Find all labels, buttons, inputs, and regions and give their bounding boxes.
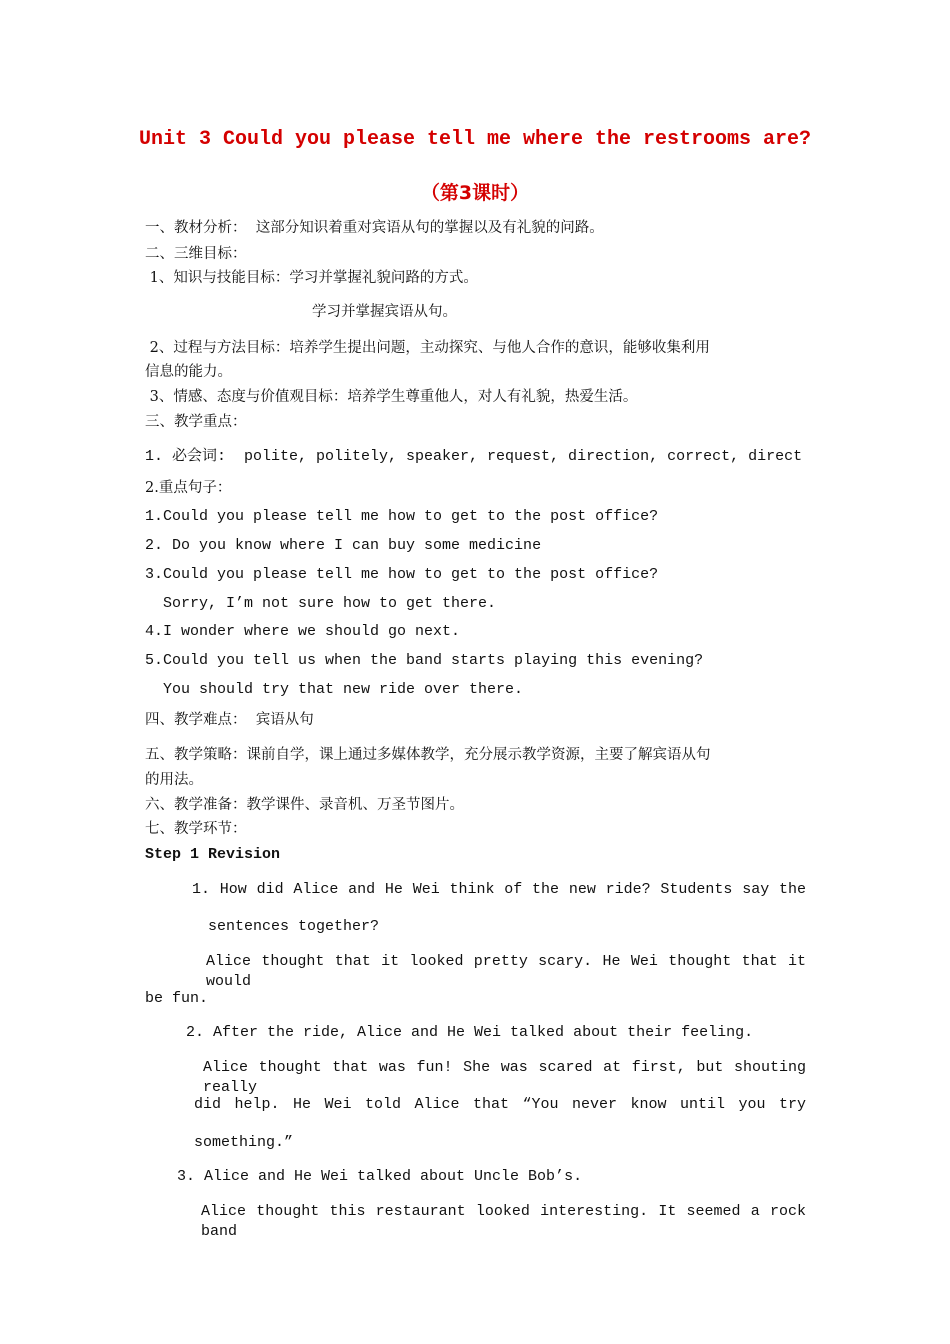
section-difficulty: 四、教学难点： 宾语从句 — [145, 712, 314, 728]
revision-2-question: 2. After the ride, Alice and He Wei talked about their feeling. — [186, 1024, 754, 1041]
lesson-subtitle: （第3课时） — [420, 182, 530, 204]
objective-process: 2、过程与方法目标：培养学生提出问题，主动探究、与他人合作的意识，能够收集利用 — [145, 340, 710, 356]
objective-knowledge-cont: 学习并掌握宾语从句。 — [312, 304, 457, 320]
revision-3-question: 3. Alice and He Wei talked about Uncle Bob’s. — [177, 1168, 583, 1185]
page-title: Unit 3 Could you please tell me where the restrooms are? — [138, 128, 812, 151]
key-sentence-2: 2. Do you know where I can buy some medicine — [145, 537, 542, 554]
section-preparation: 六、教学准备：教学课件、录音机、万圣节图片。 — [145, 797, 464, 813]
step-heading: Step 1 Revision — [145, 846, 281, 863]
revision-2-answer-cont: did help. He Wei told Alice that “You never know until you try — [194, 1096, 806, 1113]
revision-3-answer: Alice thought this restaurant looked interesting. It seemed a rock band — [201, 1203, 806, 1240]
revision-2-answer-end: something.” — [194, 1134, 294, 1151]
key-sentence-5-reply: You should try that new ride over there. — [145, 681, 524, 698]
section-strategy-cont: 的用法。 — [145, 772, 203, 788]
key-sentence-1: 1.Could you please tell me how to get to the post office? — [145, 508, 659, 525]
objective-process-cont: 信息的能力。 — [145, 364, 232, 380]
section-strategy: 五、教学策略：课前自学，课上通过多媒体教学，充分展示教学资源，主要了解宾语从句 — [145, 747, 711, 763]
section-material-analysis: 一、教材分析： 这部分知识着重对宾语从句的掌握以及有礼貌的问路。 — [145, 220, 604, 236]
revision-1-answer: Alice thought that it looked pretty scary. He Wei thought that it would — [206, 953, 806, 990]
revision-1-answer-cont: be fun. — [145, 990, 209, 1007]
objective-emotion: 3、情感、态度与价值观目标：培养学生尊重他人，对人有礼貌，热爱生活。 — [145, 389, 638, 405]
section-objectives: 二、三维目标： — [145, 246, 247, 262]
key-sentence-4: 4.I wonder where we should go next. — [145, 623, 461, 640]
revision-2-answer: Alice thought that was fun! She was scared at first, but shouting really — [203, 1059, 806, 1096]
revision-1-question-cont: sentences together? — [208, 918, 380, 935]
key-sentences-heading: 2.重点句子： — [145, 480, 232, 496]
section-key-points: 三、教学重点： — [145, 414, 247, 430]
key-sentence-3: 3.Could you please tell me how to get to the post office? — [145, 566, 659, 583]
key-words: 1. 必会词: polite, politely, speaker, request, direction, correct, direct — [145, 448, 803, 465]
revision-1-question: 1. How did Alice and He Wei think of the new ride? Students say the — [192, 881, 806, 898]
section-procedure: 七、教学环节： — [145, 821, 247, 837]
key-sentence-5: 5.Could you tell us when the band starts playing this evening? — [145, 652, 704, 669]
key-sentence-3-reply: Sorry, I’m not sure how to get there. — [145, 595, 497, 612]
objective-knowledge: 1、知识与技能目标：学习并掌握礼貌问路的方式。 — [145, 270, 478, 286]
